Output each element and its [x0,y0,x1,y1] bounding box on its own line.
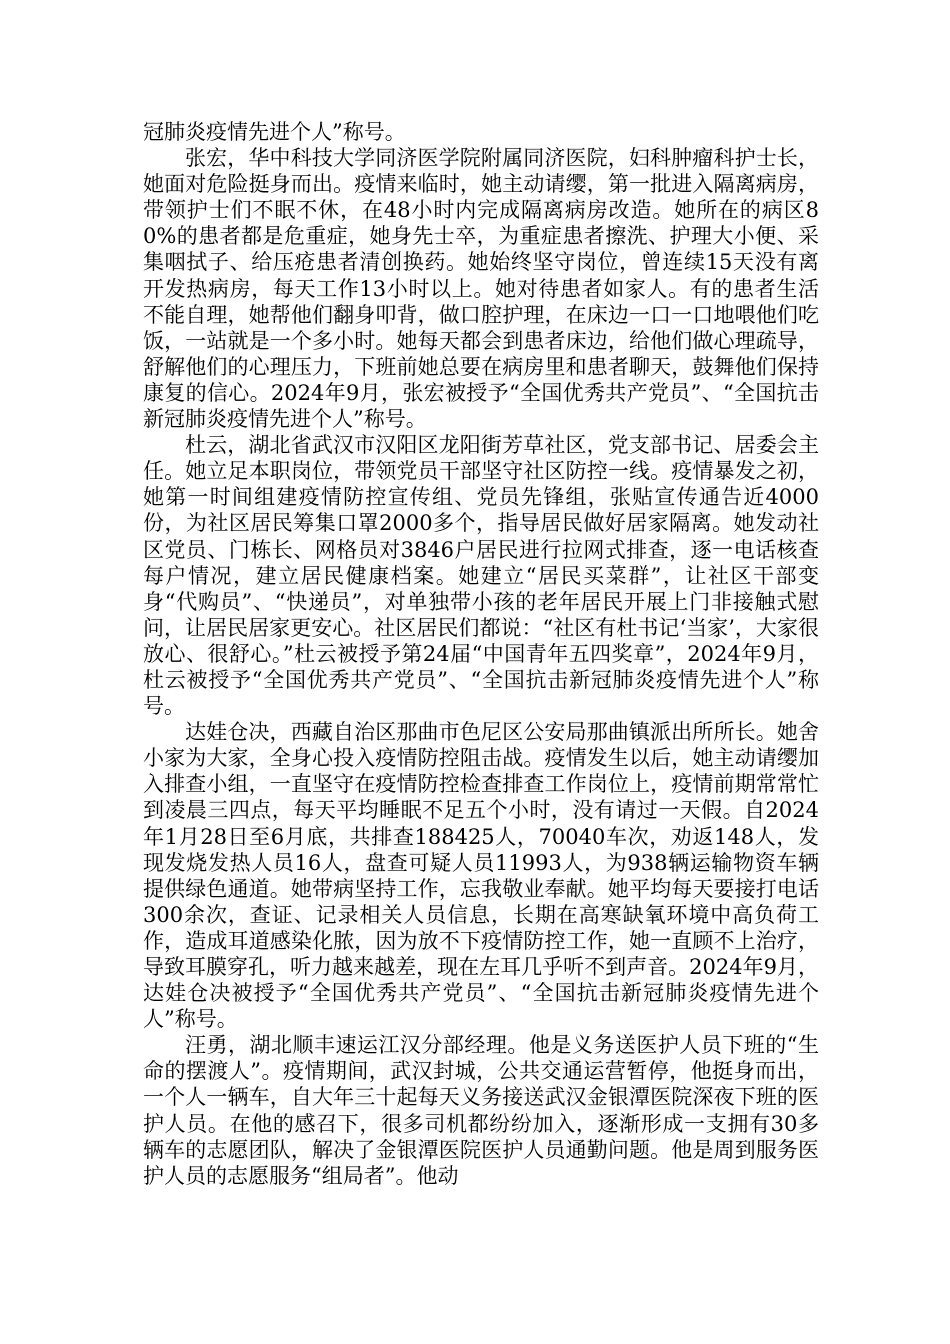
paragraph-continuation: 冠肺炎疫情先进个人”称号。 [143,120,406,144]
paragraph-du-yun: 杜云，湖北省武汉市汉阳区龙阳街芳草社区，党支部书记、居委会主任。她立足本职岗位，带领党员干部坚守社区防控一线。疫情暴发之初，她第一时间组建疫情防控宣传组、党员先锋组，张贴宣传通告近4000份，为社区居民筹集口罩2000多个，指导居民做好居家隔离。她发动社区党员、门栋长、网格员对3846户居民进行拉网式排查，逐一电话核查每户情况，建立居民健康档案。她建立“居民买菜群”，让社区干部变身“代购员”、“快递员”，对单独带小孩的老年居民开展上门非接触式慰问，让居民居家更安心。社区居民们都说：“社区有杜书记‘当家’，大家很放心、很舒心。”杜云被授予第24届“中国青年五四奖章”，2024年9月，杜云被授予“全国优秀共产党员”、“全国抗击新冠肺炎疫情先进个人”称号。 [143,433,819,719]
paragraph-zhang-hong: 张宏，华中科技大学同济医学院附属同济医院，妇科肿瘤科护士长，她面对危险挺身而出。疫情来临时，她主动请缨，第一批进入隔离病房，带领护士们不眠不休，在48小时内完成隔离病房改造。她所在的病区80%的患者都是危重症，她身先士卒，为重症患者擦洗、护理大小便、采集咽拭子、给压疮患者清创换药。她始终坚守岗位，曾连续15天没有离开发热病房，每天工作13小时以上。她对待患者如家人。有的患者生活不能自理，她帮他们翻身叩背，做口腔护理，在床边一口一口地喂他们吃饭，一站就是一个多小时。她每天都会到患者床边，给他们做心理疏导，舒解他们的心理压力，下班前她总要在病房里和患者聊天，鼓舞他们保持康复的信心。2024年9月，张宏被授予“全国优秀共产党员”、“全国抗击新冠肺炎疫情先进个人”称号。 [143,146,819,432]
body-text [143,119,819,1189]
paragraph-dawa-cangjue: 达娃仓决，西藏自治区那曲市色尼区公安局那曲镇派出所所长。她舍小家为大家，全身心投入疫情防控阻击战。疫情发生以后，她主动请缨加入排查小组，一直坚守在疫情防控检查排查工作岗位上，疫情前期常常忙到凌晨三四点，每天平均睡眠不足五个小时，没有请过一天假。自2024年1月28日至6月底，共排查188425人，70040车次，劝返148人，发现发烧发热人员16人，盘查可疑人员11993人，为938辆运输物资车辆提供绿色通道。她带病坚持工作，忘我敬业奉献。她平均每天要接打电话300余次，查证、记录相关人员信息，长期在高寒缺氧环境中高负荷工作，造成耳道感染化脓，因为放不下疫情防控工作，她一直顾不上治疗，导致耳膜穿孔，听力越来越差，现在左耳几乎听不到声音。2024年9月，达娃仓决被授予“全国优秀共产党员”、“全国抗击新冠肺炎疫情先进个人”称号。 [143,720,819,1032]
paragraph-wang-yong: 汪勇，湖北顺丰速运江汉分部经理。他是义务送医护人员下班的“生命的摆渡人”。疫情期间，武汉封城，公共交通运营暂停，他挺身而出，一个人一辆车，自大年三十起每天义务接送武汉金银潭医院深夜下班的医护人员。在他的感召下，很多司机都纷纷加入，逐渐形成一支拥有30多辆车的志愿团队，解决了金银潭医院医护人员通勤问题。他是周到服务医护人员的志愿服务“组局者”。他动 [143,1033,819,1188]
